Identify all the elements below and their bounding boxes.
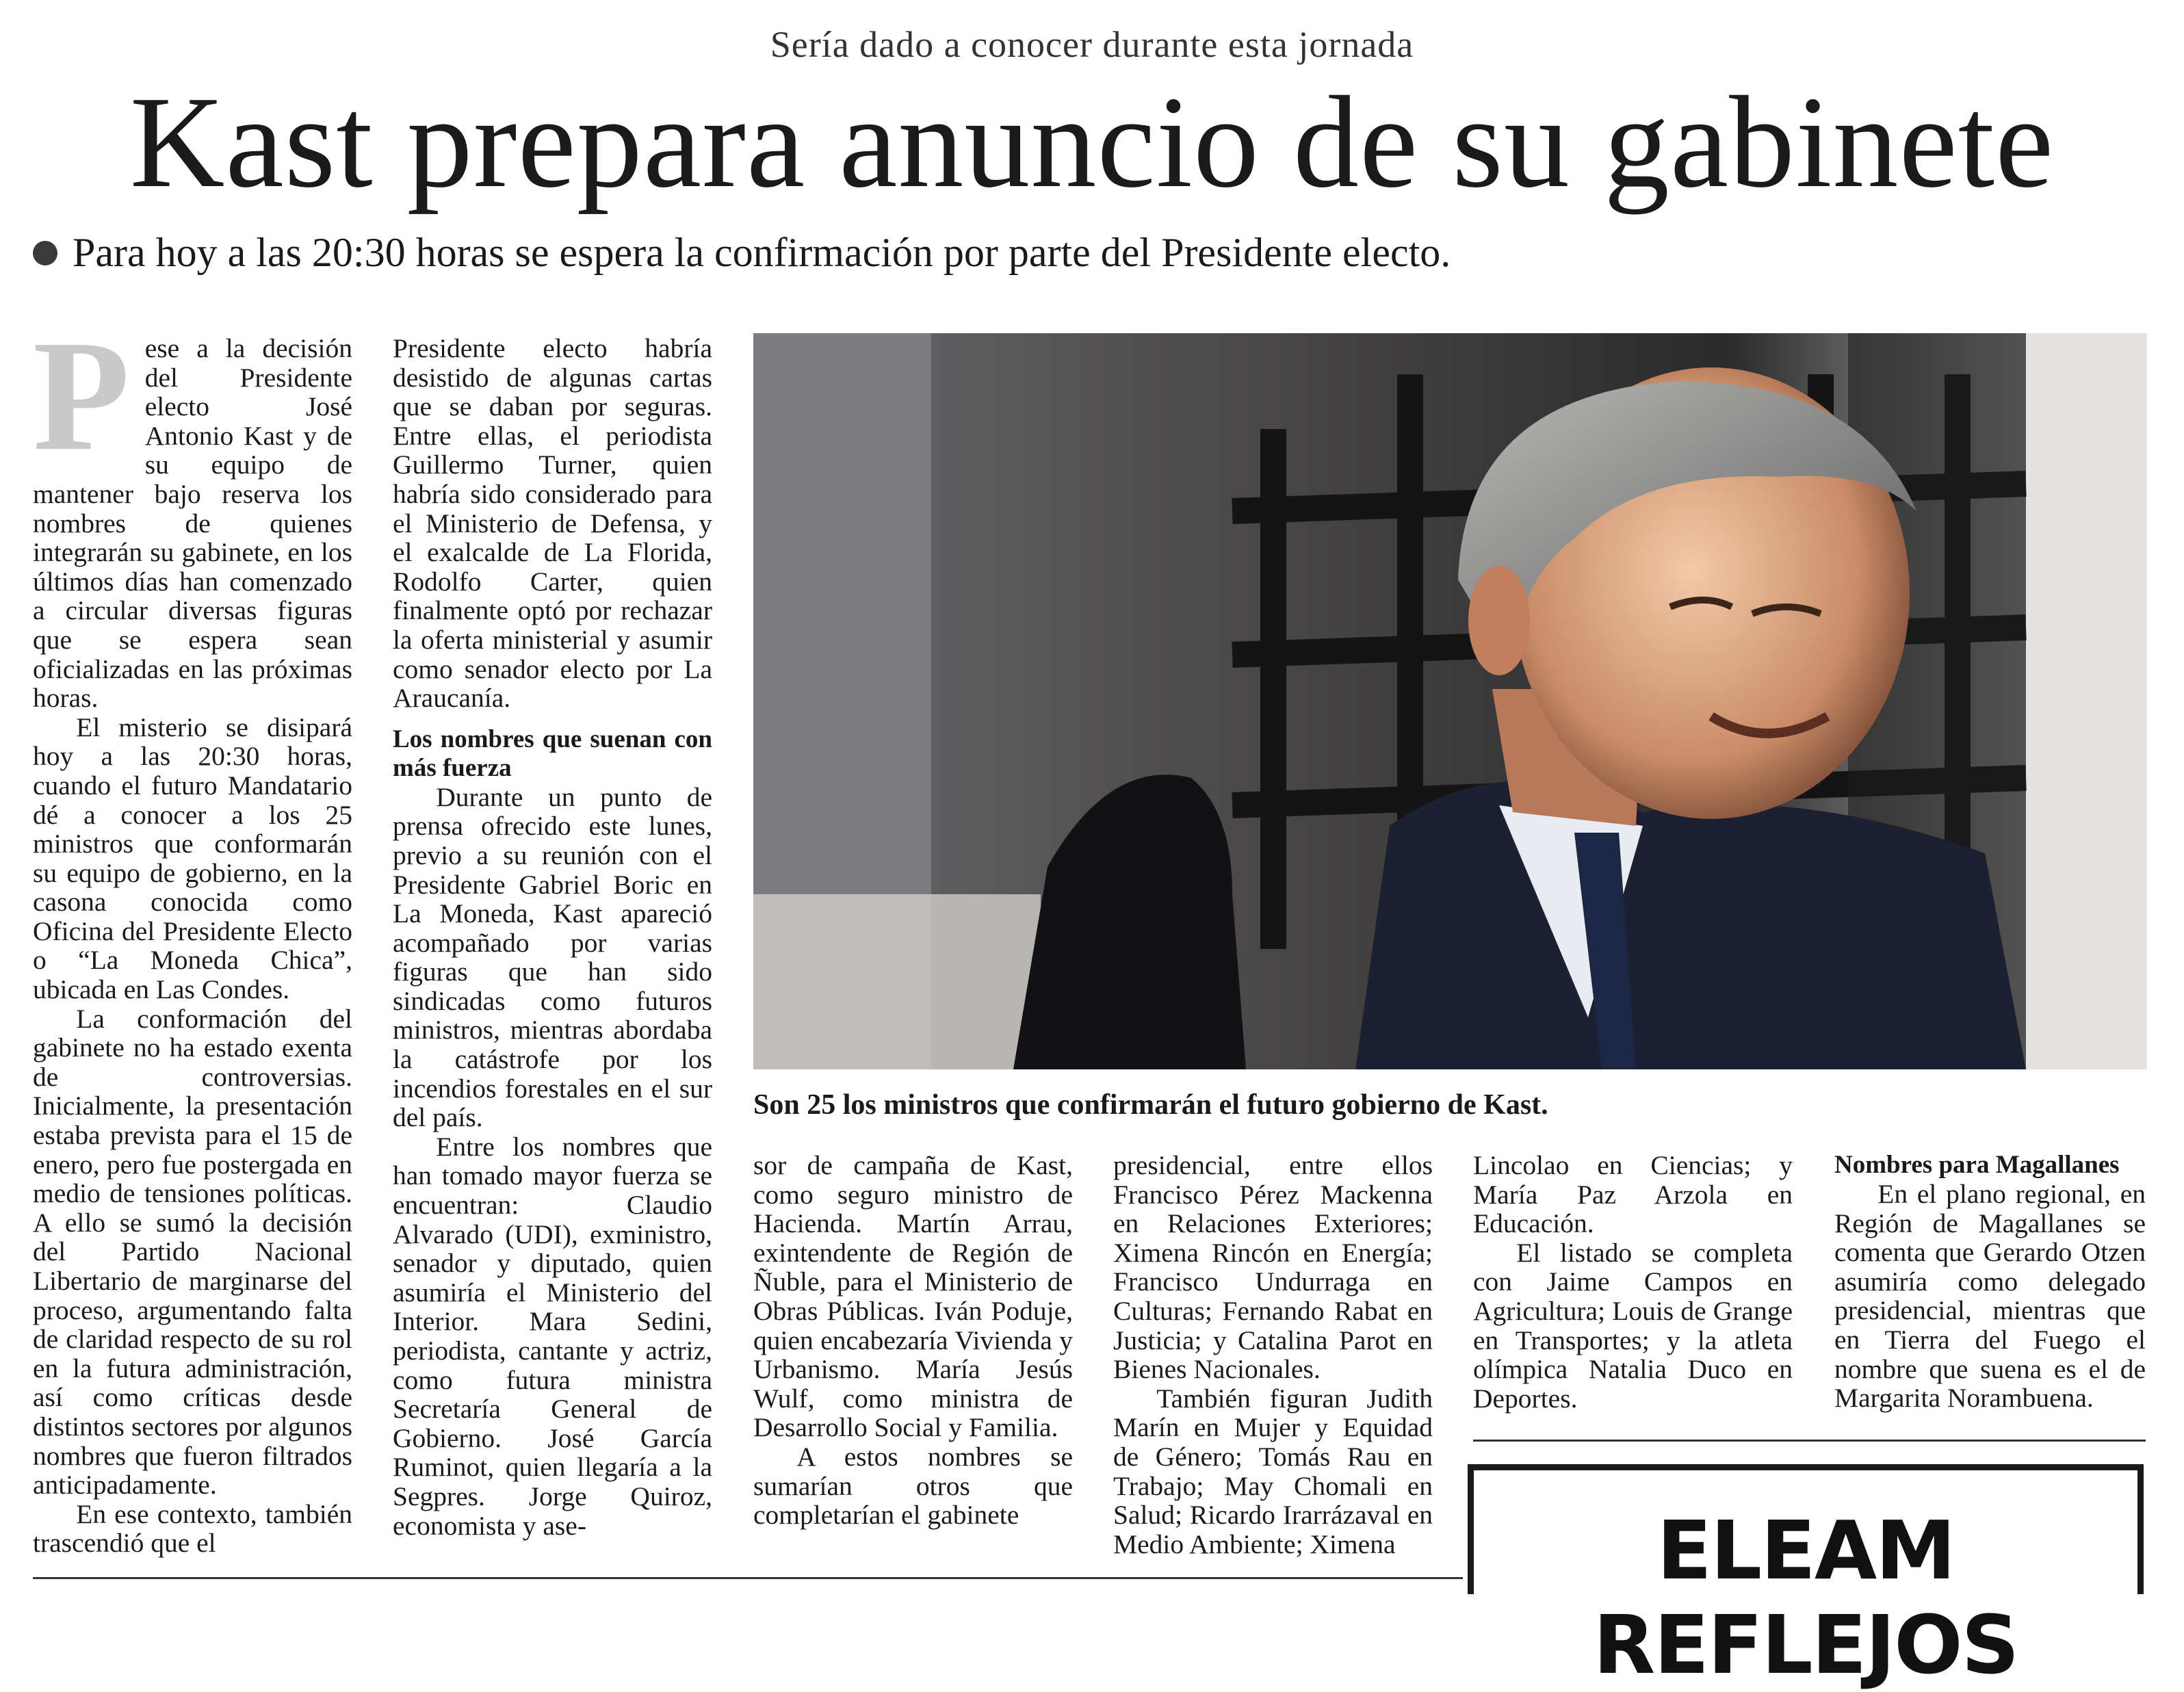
- deck-text: Para hoy a las 20:30 horas se espera la confirmación por parte del Presidente electo.: [73, 230, 1451, 275]
- article-column-3: [753, 1151, 1073, 1572]
- paragraph: También figuran Judith Marín en Mujer y Equidad de Género; Tomás Rau en Trabajo; May Chomali en Salud; Ricardo Irarrázaval en Medio Ambiente; Ximena: [1113, 1383, 1433, 1559]
- column-divider: [1473, 1440, 2146, 1442]
- paragraph: El misterio se disipará hoy a las 20:30 horas, cuando el futuro Mandatario dé a conocer a los 25 ministros que conformarán su equipo de gobierno, en la casona conocida como Oficina del Presidente Electo o “La Moneda Chica”, ubicada en Las Condes.: [33, 712, 352, 1005]
- article-column-4: [1113, 1151, 1433, 1572]
- page-bottom-rule: [33, 1577, 1463, 1579]
- paragraph: presidencial, entre ellos Francisco Pérez Mackenna en Relaciones Exteriores; Ximena Rincón en Energía; Francisco Undurraga en Culturas; Fernando Rabat en Justicia; y Catalina Parot en Bienes Nacionales.: [1113, 1151, 1433, 1385]
- drop-cap: P: [33, 334, 130, 484]
- kicker: Sería dado a conocer durante esta jornada: [770, 24, 1414, 65]
- subheading: Los nombres que suenan con más fuerza: [393, 725, 712, 782]
- paragraph: ese a la decisión del Presidente electo José Antonio Kast y de su equipo de mantener bajo reserva los nombres de quienes integrarán su gabinete, en los últimos días han comenzado a circular diversas figuras que se espera sean oficializadas en las próximas horas.: [33, 334, 352, 714]
- paragraph: En ese contexto, también trascendió que el: [33, 1498, 352, 1559]
- paragraph: A estos nombres se sumarían otros que completarían el gabinete: [753, 1441, 1073, 1531]
- article-column-6: [1834, 1151, 2146, 1424]
- headline: Kast prepara anuncio de su gabinete: [129, 69, 2055, 215]
- paragraph: El listado se completa con Jaime Campos en Agricultura; Louis de Grange en Transportes; y la atleta olímpica Natalia Duco en Deportes.: [1473, 1237, 1793, 1414]
- paragraph: sor de campaña de Kast, como seguro ministro de Hacienda. Martín Arrau, exintendente de Región de Ñuble, para el Ministerio de Obras Públicas. Iván Poduje, quien encabezaría Vivienda y Urbanismo. María Jesús Wulf, como ministra de Desarrollo Social y Familia.: [753, 1151, 1073, 1443]
- deck: [33, 229, 1451, 276]
- bullet-icon: [33, 241, 57, 265]
- paragraph: Lincolao en Ciencias; y María Paz Arzola en Educación.: [1473, 1151, 1793, 1239]
- article-column-5: [1473, 1151, 1793, 1424]
- paragraph: En el plano regional, en Región de Magallanes se comenta que Gerardo Otzen asumiría como delegado presidencial, mientras que en Tierra del Fuego el nombre que suena es el de Margarita Norambuena.: [1834, 1179, 2146, 1414]
- advertisement-box: [1468, 1464, 2144, 1692]
- article-column-1: [33, 334, 352, 1572]
- subheading: Nombres para Magallanes: [1834, 1151, 2120, 1179]
- kast-portrait-image: [753, 333, 2147, 1069]
- news-photo: [753, 333, 2147, 1069]
- photo-caption: Son 25 los ministros que confirmarán el futuro gobierno de Kast.: [753, 1089, 1548, 1121]
- paragraph: Entre los nombres que han tomado mayor fuerza se encuentran: Claudio Alvarado (UDI), exministro, senador y diputado, quien asumiría el Ministerio del Interior. Mara Sedini, periodista, cantante y actriz, como futura ministra Secretaría General de Gobierno. José García Ruminot, quien llegaría a la Segpres. Jorge Quiroz, economista y ase-: [393, 1131, 712, 1541]
- ad-text: ELEAM REFLEJOS: [1593, 1503, 2018, 1692]
- paragraph: Presidente electo habría desistido de algunas cartas que se daban por seguras. Entre ellas, el periodista Guillermo Turner, quien habría sido considerado para el Ministerio de Defensa, y el exalcalde de La Florida, Rodolfo Carter, quien finalmente optó por rechazar la oferta ministerial y asumir como senador electo por La Araucanía.: [393, 334, 712, 714]
- paragraph: Durante un punto de prensa ofrecido este lunes, previo a su reunión con el Presidente Gabriel Boric en La Moneda, Kast apareció acompañado por varias figuras que han sido sindicadas como futuros ministros, mientras abordaba la catástrofe por los incendios forestales en el sur del país.: [393, 781, 712, 1133]
- paragraph: La conformación del gabinete no ha estado exenta de controversias. Inicialmente, la presentación estaba prevista para el 15 de enero, pero fue postergada en medio de tensiones políticas. A ello se sumó la decisión del Partido Nacional Libertario de marginarse del proceso, argumentando falta de claridad respecto de su rol en la futura administración, así como críticas desde distintos sectores por algunos nombres que fueron filtrados anticipadamente.: [33, 1003, 352, 1500]
- article-column-2: [393, 334, 712, 1572]
